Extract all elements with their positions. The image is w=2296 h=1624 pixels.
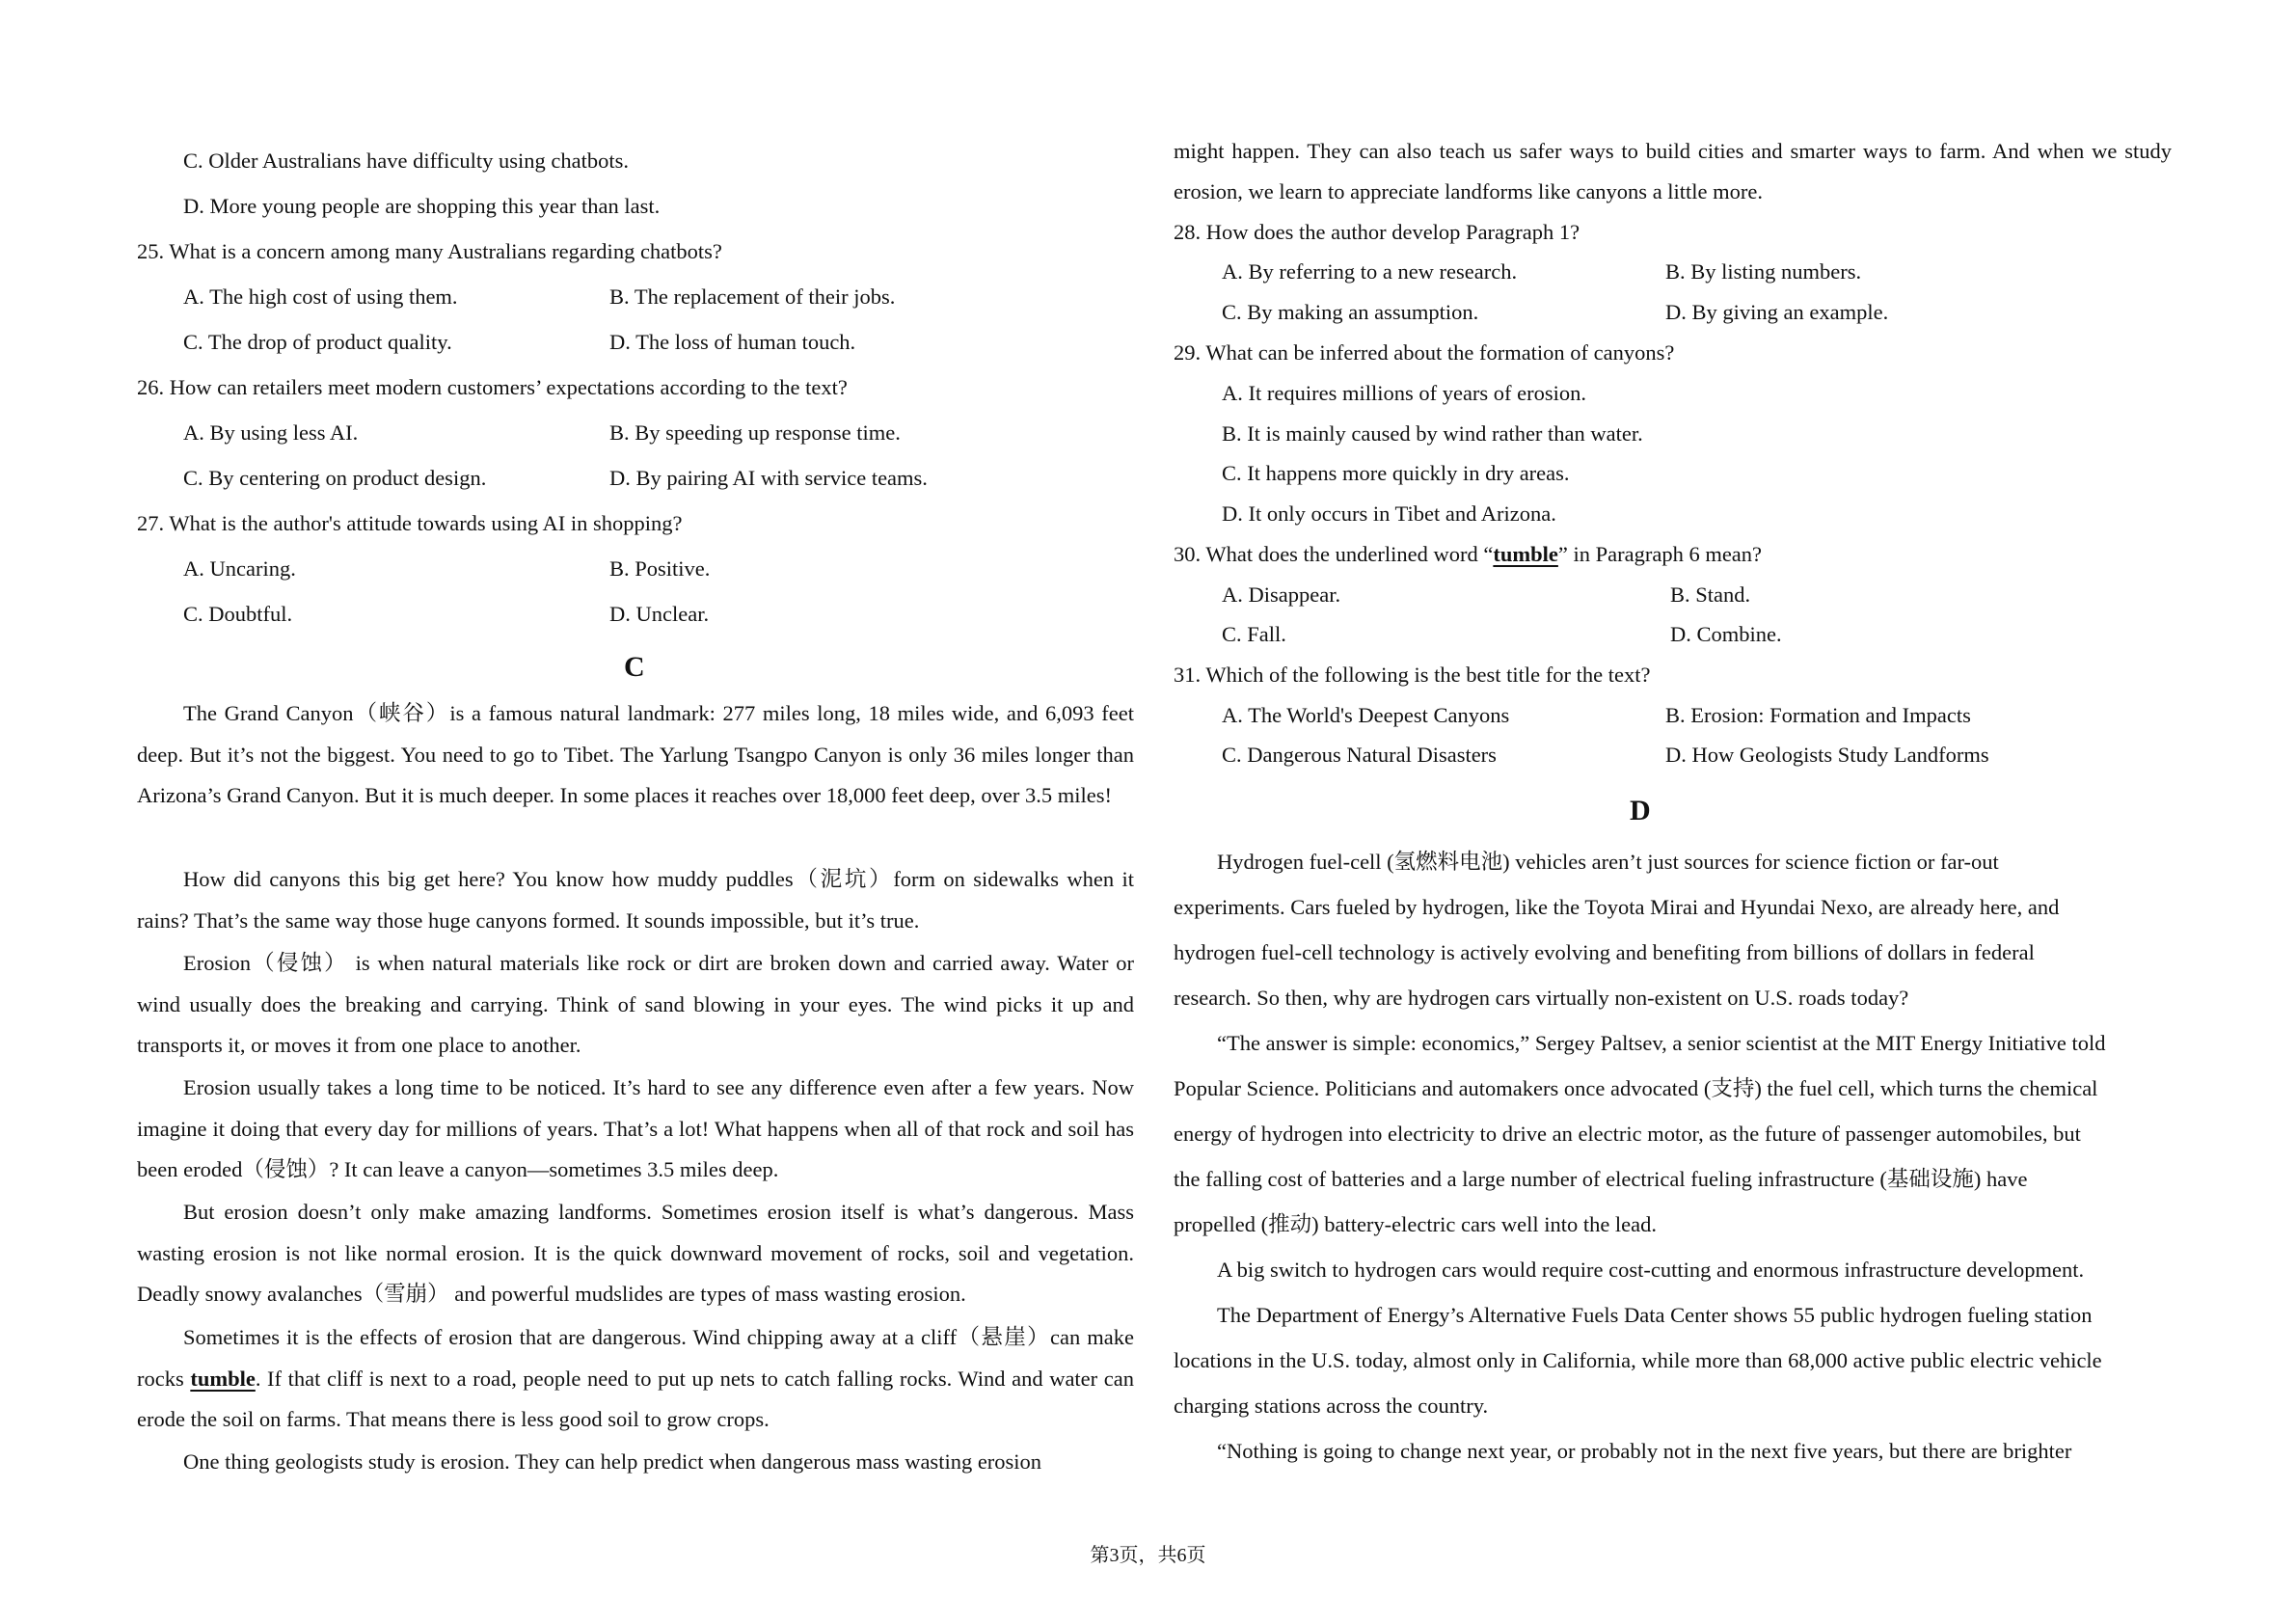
q26-option-b: B. By speeding up response time.	[609, 420, 901, 445]
q26-option-c: C. By centering on product design.	[183, 466, 487, 490]
section-c-paragraph-2: How did canyons this big get here? You know how muddy puddles（泥坑）form on sidewalks when it rains? That’s the same way those huge canyons formed. It sounds impossible, but it’s true.	[137, 867, 1134, 933]
paragraph-6-text-start: Sometimes it is the effects of erosion that are dangerous. Wind chipping away at a cliff（悬崖）can make rocks	[137, 1325, 1134, 1391]
section-d-p4-line-1: The Department of Energy’s Alternative Fuels Data Center shows 55 public hydrogen fueling station	[1217, 1303, 2093, 1327]
q26-option-d: D. By pairing AI with service teams.	[609, 466, 928, 490]
q27-option-a: A. Uncaring.	[183, 556, 296, 581]
q27-option-b: B. Positive.	[609, 556, 711, 581]
q25-option-d: D. The loss of human touch.	[609, 330, 856, 354]
section-d-p2-line-5: propelled (推动) battery-electric cars well into the lead.	[1174, 1212, 1658, 1236]
section-d-p1-line-3: hydrogen fuel-cell technology is actively evolving and benefiting from billions of dollars in federal	[1174, 940, 2035, 964]
q26-stem: 26. How can retailers meet modern customers’ expectations according to the text?	[137, 375, 848, 399]
q29-option-b: B. It is mainly caused by wind rather than water.	[1222, 421, 1643, 446]
section-d-p4-line-3: charging stations across the country.	[1174, 1394, 1489, 1418]
q25-option-b: B. The replacement of their jobs.	[609, 284, 896, 309]
q24-option-d: D. More young people are shopping this year than last.	[183, 194, 661, 218]
q30-stem	[1174, 541, 1762, 568]
q30-stem-start: 30. What does the underlined word “	[1174, 542, 1494, 566]
q29-option-c: C. It happens more quickly in dry areas.	[1222, 461, 1570, 485]
q30-stem-end: ” in Paragraph 6 mean?	[1557, 542, 1763, 566]
section-d-p2-line-3: energy of hydrogen into electricity to drive an electric motor, as the future of passenger automobiles, but	[1174, 1122, 2081, 1146]
section-d-p2-line-4: the falling cost of batteries and a large number of electrical fueling infrastructure (基础设施) have	[1174, 1167, 2028, 1191]
q30-option-d: D. Combine.	[1670, 622, 1782, 646]
section-d-p1-line-2: experiments. Cars fueled by hydrogen, like the Toyota Mirai and Hyundai Nexo, are already here, and	[1174, 895, 2060, 919]
page-number-footer: 第3页，共6页	[1090, 1545, 1206, 1566]
q29-option-d: D. It only occurs in Tibet and Arizona.	[1222, 501, 1556, 526]
paragraph-6-text-end: . If that cliff is next to a road, people need to put up nets to catch falling rocks. Wind and water can erode the soil on farms. That means there is less good soil to grow crops.	[137, 1366, 1134, 1431]
q26-option-a: A. By using less AI.	[183, 420, 359, 445]
section-d-p1-line-4: research. So then, why are hydrogen cars virtually non-existent on U.S. roads today?	[1174, 986, 1909, 1010]
section-d-p2-line-1: “The answer is simple: economics,” Sergey Paltsev, a senior scientist at the MIT Energy Initiative told	[1217, 1031, 2106, 1055]
section-c-paragraph-4: Erosion usually takes a long time to be noticed. It’s hard to see any difference even after a few years. Now imagine it doing that every day for millions of years. That’s a lot! What happens when all of that rock and soil has been eroded（侵蚀）? It can leave a canyon—sometimes 3.5 miles deep.	[137, 1075, 1134, 1181]
section-d-p3-line-1: A big switch to hydrogen cars would require cost-cutting and enormous infrastructure development.	[1217, 1258, 2085, 1282]
q25-stem: 25. What is a concern among many Australians regarding chatbots?	[137, 239, 722, 263]
q30-underlined-word: tumble	[1493, 542, 1558, 566]
q25-option-a: A. The high cost of using them.	[183, 284, 458, 309]
section-d-p2-line-2: Popular Science. Politicians and automakers once advocated (支持) the fuel cell, which turns the chemical	[1174, 1076, 2098, 1100]
q30-option-b: B. Stand.	[1670, 582, 1751, 607]
q25-option-c: C. The drop of product quality.	[183, 330, 452, 354]
section-c-paragraph-1: The Grand Canyon（峡谷）is a famous natural landmark: 277 miles long, 18 miles wide, and 6,093 feet deep. But it’s not the biggest. You need to go to Tibet. The Yarlung Tsangpo Canyon is only 36 miles longer than Arizona’s Grand Canyon. But it is much deeper. In some places it reaches over 18,000 feet deep, over 3.5 miles!	[137, 701, 1134, 807]
section-c-paragraph-6	[137, 1317, 1134, 1441]
q28-option-b: B. By listing numbers.	[1665, 259, 1862, 284]
q29-option-a: A. It requires millions of years of erosion.	[1222, 381, 1587, 405]
q27-option-d: D. Unclear.	[609, 602, 710, 626]
section-d-heading: D	[1630, 795, 1651, 826]
q28-option-d: D. By giving an example.	[1665, 300, 1889, 324]
q29-stem: 29. What can be inferred about the formation of canyons?	[1174, 340, 1675, 365]
underlined-word-tumble: tumble	[190, 1366, 256, 1391]
section-d-p5-line-1: “Nothing is going to change next year, or probably not in the next five years, but there are brighter	[1217, 1439, 2072, 1463]
q27-option-c: C. Doubtful.	[183, 602, 293, 626]
q31-option-d: D. How Geologists Study Landforms	[1665, 743, 1989, 767]
q27-stem: 27. What is the author's attitude towards using AI in shopping?	[137, 511, 683, 535]
section-c-paragraph-7-end: might happen. They can also teach us safer ways to build cities and smarter ways to farm. And when we study erosion, we learn to appreciate landforms like canyons a little more.	[1174, 139, 2172, 203]
q31-option-b: B. Erosion: Formation and Impacts	[1665, 703, 1971, 727]
section-c-paragraph-5: But erosion doesn’t only make amazing landforms. Sometimes erosion itself is what’s dangerous. Mass wasting erosion is not like normal erosion. It is the quick downward movement of rocks, soil and vegetation. Deadly snowy avalanches（雪崩） and powerful mudslides are types of mass wasting erosion.	[137, 1200, 1134, 1306]
q30-option-c: C. Fall.	[1222, 622, 1286, 646]
q28-option-a: A. By referring to a new research.	[1222, 259, 1518, 284]
q30-option-a: A. Disappear.	[1222, 582, 1341, 607]
q28-stem: 28. How does the author develop Paragraph 1?	[1174, 220, 1580, 244]
section-d-p4-line-2: locations in the U.S. today, almost only in California, while more than 68,000 active public electric vehicle	[1174, 1348, 2102, 1372]
section-c-heading: C	[624, 651, 645, 683]
q24-option-c: C. Older Australians have difficulty using chatbots.	[183, 149, 630, 173]
section-c-paragraph-7-start: One thing geologists study is erosion. They can help predict when dangerous mass wasting erosion	[183, 1449, 1042, 1474]
section-c-paragraph-3: Erosion（侵蚀） is when natural materials like rock or dirt are broken down and carried away. Water or wind usually does the breaking and carrying. Think of sand blowing in your eyes. The wind picks it up and transports it, or moves it from one place to another.	[137, 951, 1134, 1057]
q28-option-c: C. By making an assumption.	[1222, 300, 1479, 324]
q31-stem: 31. Which of the following is the best title for the text?	[1174, 663, 1651, 687]
q31-option-c: C. Dangerous Natural Disasters	[1222, 743, 1497, 767]
q31-option-a: A. The World's Deepest Canyons	[1222, 703, 1510, 727]
section-d-p1-line-1: Hydrogen fuel-cell (氢燃料电池) vehicles aren’t just sources for science fiction or far-out	[1217, 850, 1999, 874]
